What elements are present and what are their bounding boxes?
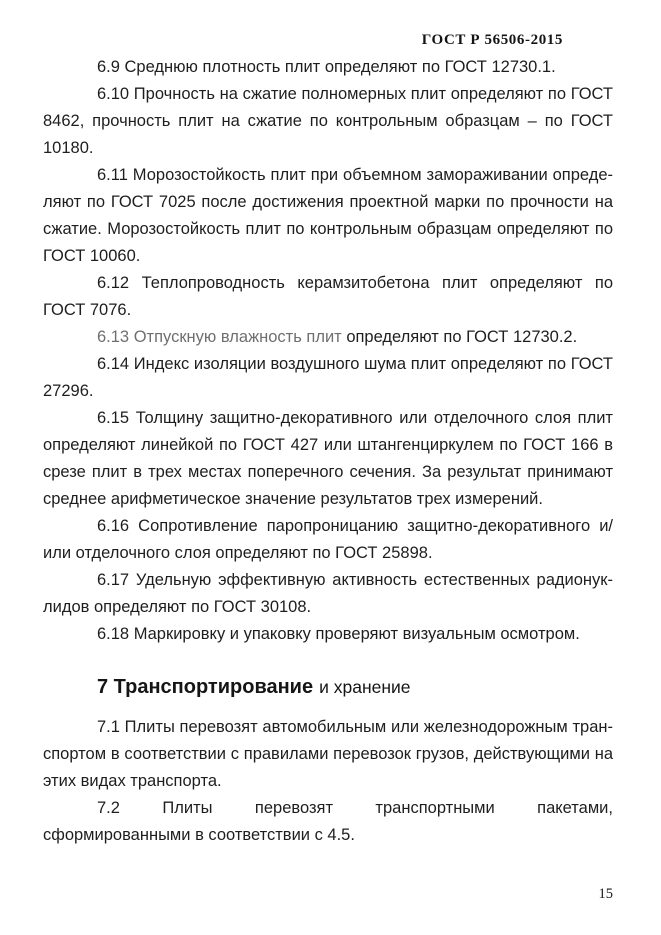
paragraph-6-16: 6.16 Сопротивление паропроницанию защитно-декоративного и/или отделочного слоя определяют по ГОСТ 25898. <box>43 517 613 562</box>
paragraph-7-2: 7.2 Плиты перевозят транспортными пакетами, сформированными в соответствии с 4.5. <box>43 799 613 844</box>
paragraph-6-11: 6.11 Морозостойкость плит при объемном замораживании опреде-ляют по ГОСТ 7025 после достижения проектной марки по прочности на сжатие. Морозостойкость плит по контрольным образцам определяют по ГОСТ 10060. <box>43 166 613 265</box>
paragraph-6-13-text: определяют по ГОСТ 12730.2. <box>341 328 578 346</box>
paragraph-6-13 <box>43 324 613 351</box>
paragraph-6-9: 6.9 Среднюю плотность плит определяют по ГОСТ 12730.1. <box>97 58 556 76</box>
section-7-heading-subtitle: и хранение <box>319 677 411 697</box>
paragraph-6-14: 6.14 Индекс изоляции воздушного шума плит определяют по ГОСТ 27296. <box>43 355 613 400</box>
paragraph-6-18: 6.18 Маркировку и упаковку проверяют визуальным осмотром. <box>97 625 580 643</box>
section-7-heading-number-title: 7 Транспортирование <box>97 676 314 698</box>
paragraph-6-10: 6.10 Прочность на сжатие полномерных плит определяют по ГОСТ 8462, прочность плит на сжатие по контрольным образцам – по ГОСТ 10180. <box>43 85 613 157</box>
section-7-heading <box>43 675 613 700</box>
running-header-doc-number: ГОСТ Р 56506-2015 <box>421 32 563 48</box>
paragraph-6-12: 6.12 Теплопроводность керамзитобетона плит определяют по ГОСТ 7076. <box>43 274 613 319</box>
page-content <box>43 54 613 849</box>
paragraph-6-13-faded-text: 6.13 Отпускную влажность плит <box>97 328 342 346</box>
page-number: 15 <box>598 886 613 902</box>
paragraph-6-15: 6.15 Толщину защитно-декоративного или отделочного слоя плит определяют линейкой по ГОСТ 427 или штангенциркулем по ГОСТ 166 в срезе плит в трех местах поперечного сечения. За результат принимают среднее арифметическое значение результатов трех измерений. <box>43 409 613 508</box>
paragraph-6-17: 6.17 Удельную эффективную активность естественных радионук-лидов определяют по ГОСТ 30108. <box>43 571 613 616</box>
paragraph-7-1: 7.1 Плиты перевозят автомобильным или железнодорожным тран-спортом в соответствии с правилами перевозок грузов, действующими на этих видах транспорта. <box>43 718 613 790</box>
